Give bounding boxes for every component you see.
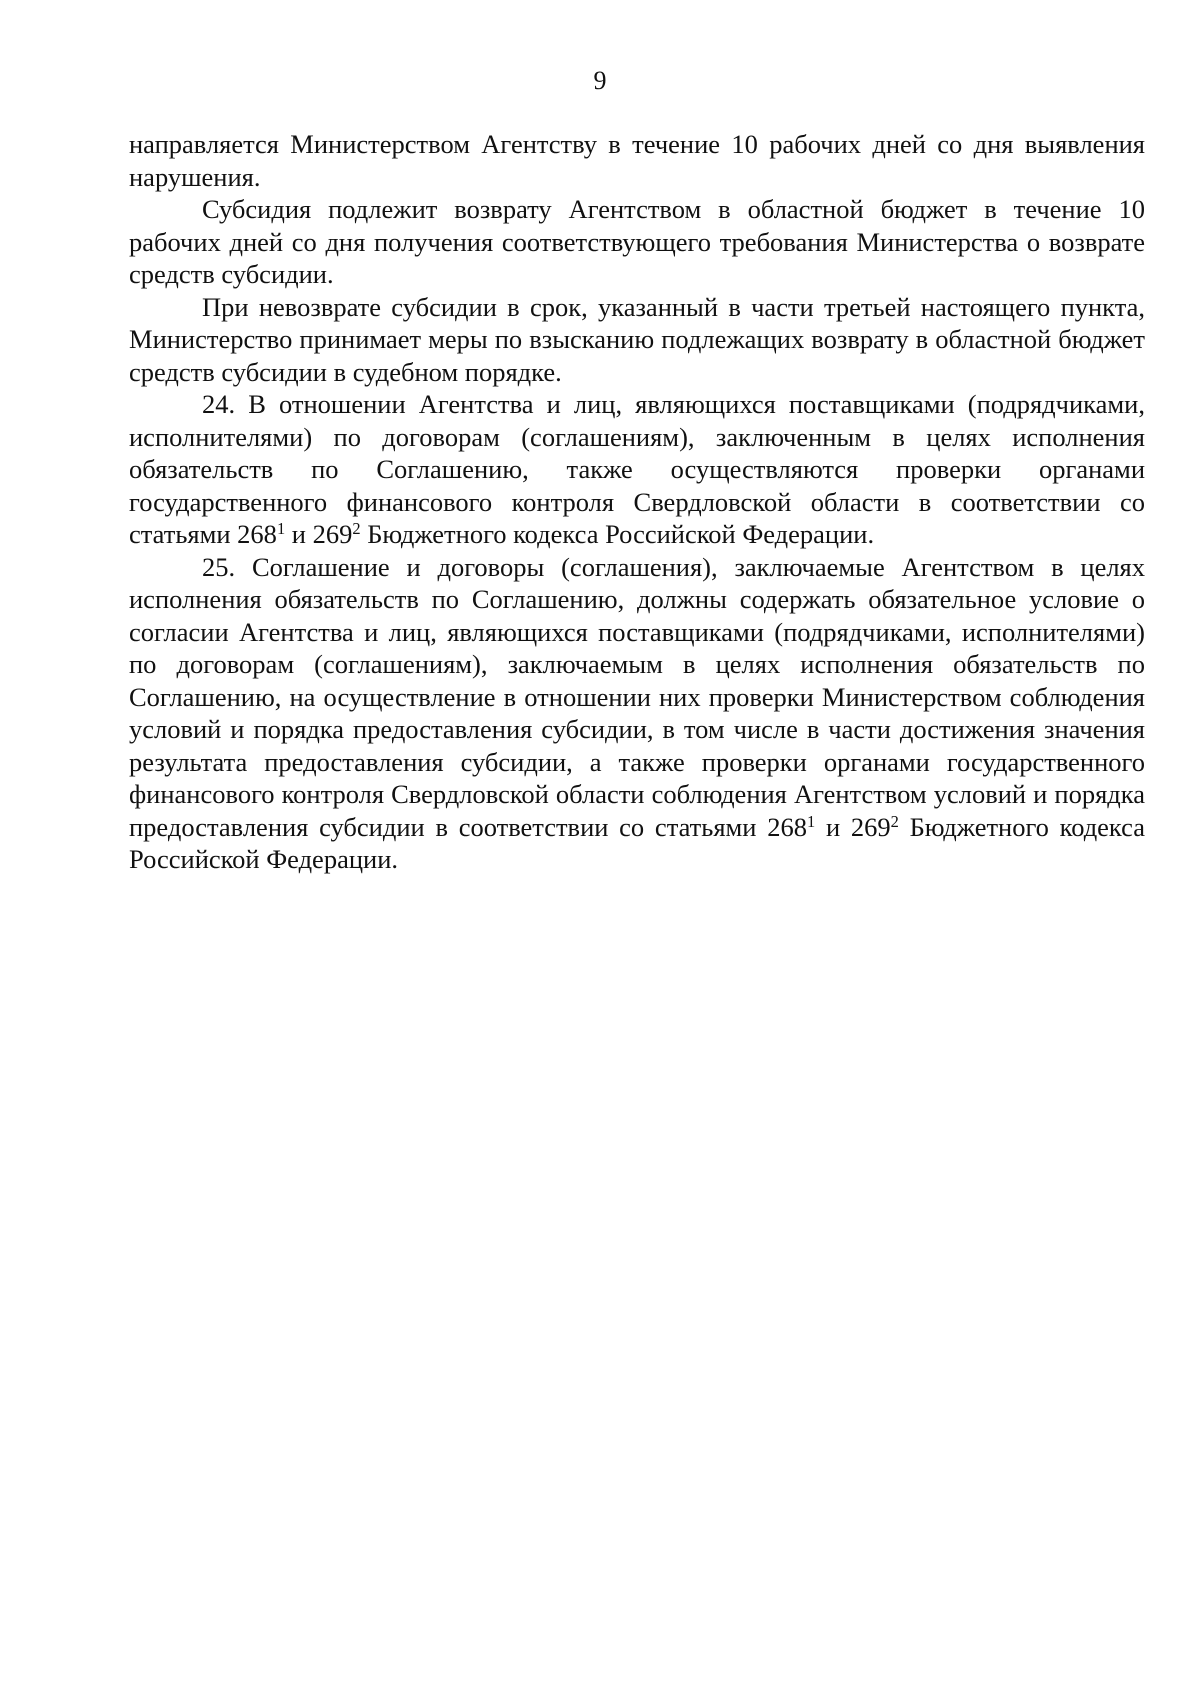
clause-24-sup-b: 2 (352, 518, 361, 538)
clause-25-sup-b: 2 (890, 811, 899, 831)
page-number: 9 (593, 66, 607, 95)
clause-25-text-c: Бюджетного кодекса Российской Федерации. (129, 811, 1145, 874)
clause-24-text-c: Бюджетного кодекса Российской Федерации. (360, 519, 875, 549)
paragraph-continuation: направляется Министерством Агентству в течение 10 рабочих дней со дня выявления нарушения. (129, 129, 1145, 192)
paragraph-clause-24 (129, 388, 1145, 551)
clause-24-text-b: и 269 (285, 519, 353, 549)
clause-24-text-a: 24. В отношении Агентства и лиц, являющихся поставщиками (подрядчиками, исполнителями) по договорам (соглашениям), заключенным в целях исполнения обязательств по Соглашению, также осуществляются проверки органами государственного финансового контроля Свердловской области в соответствии со статьями 268 (129, 389, 1145, 549)
paragraph-court-recovery: При невозврате субсидии в срок, указанный в части третьей настоящего пункта, Министерство принимает меры по взысканию подлежащих возврату в областной бюджет средств субсидии в судебном порядке. (129, 291, 1145, 387)
clause-24-sup-a: 1 (276, 518, 286, 538)
clause-25-sup-a: 1 (806, 811, 816, 831)
clause-25-text-b: и 269 (815, 811, 891, 842)
paragraph-clause-25 (129, 551, 1145, 876)
paragraph-refund-deadline: Субсидия подлежит возврату Агентством в областной бюджет в течение 10 рабочих дней со дня получения соответствующего требования Министерства о возврате средств субсидии. (129, 194, 1145, 289)
clause-25-text-a: 25. Соглашение и договоры (соглашения), заключаемые Агентством в целях исполнения обязательств по Соглашению, должны содержать обязательное условие о согласии Агентства и лиц, являющихся поставщиками (подрядчиками, исполнителями) по договорам (соглашениям), заключаемым в целях исполнения обязательств по Соглашению, на осуществление в отношении них проверки Министерством соблюдения условий и порядка предоставления субсидии, в том числе в части достижения значения результата предоставления субсидии, а также проверки органами государственного финансового контроля Свердловской области соблюдения Агентством условий и порядка предоставления субсидии в соответствии со статьями 268 (129, 551, 1145, 842)
document-body (129, 128, 1145, 876)
